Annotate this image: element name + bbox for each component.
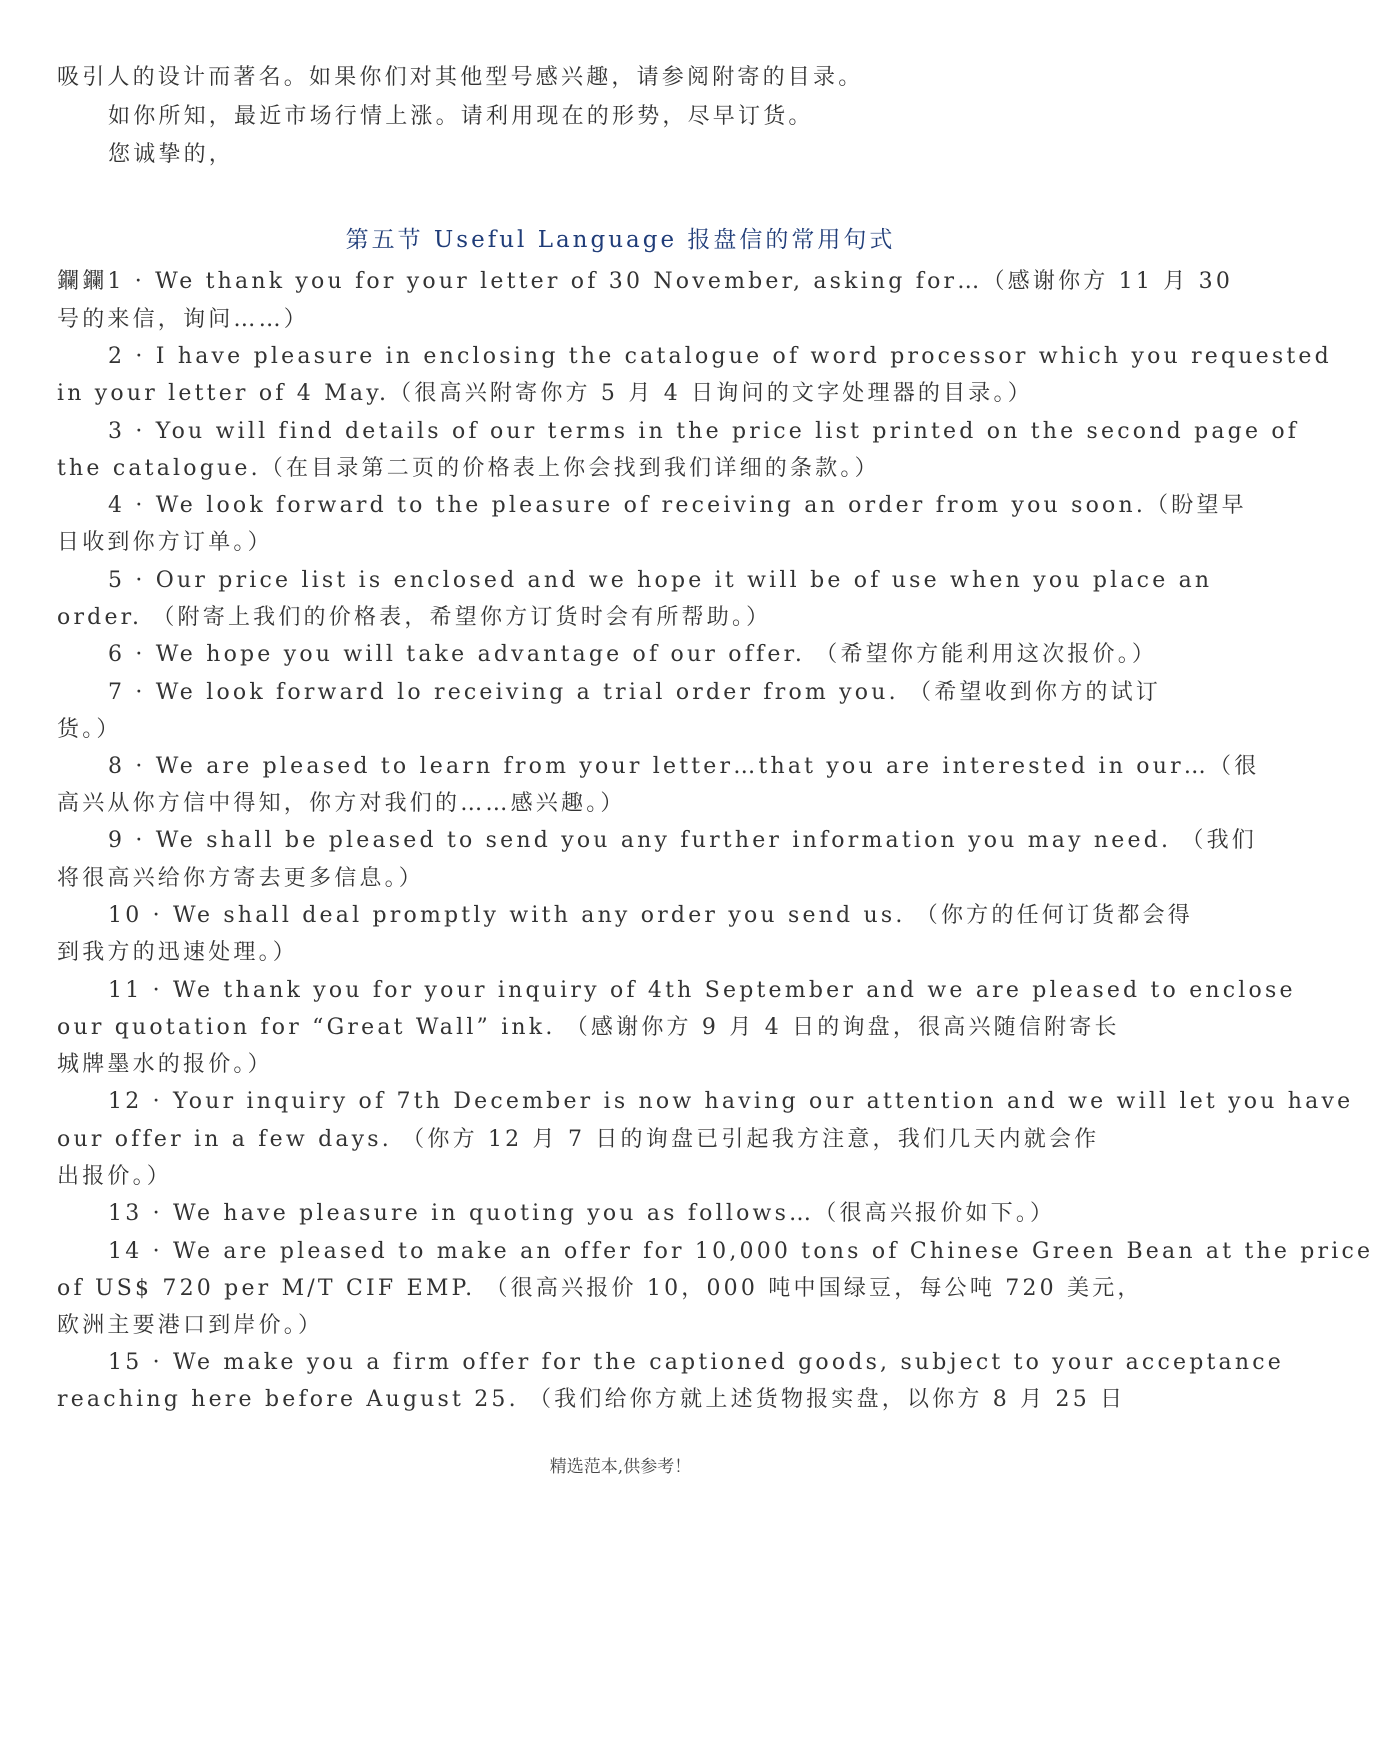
sentence-item: 13 · We have pleasure in quoting you as follows…（很高兴报价如下。） (108, 1201, 1056, 1226)
sentence-item-continued: of US$ 720 per M/T CIF EMP. （很高兴报价 10，000 吨中国绿豆，每公吨 720 美元， (57, 1276, 1143, 1301)
page-footer: 精选范本,供参考！ (549, 1457, 692, 1477)
section-heading: 第五节 Useful Language 报盘信的常用句式 (345, 227, 896, 253)
sentence-item: 8 · We are pleased to learn from your letter…that you are interested in our…（很 (108, 754, 1260, 779)
paragraph-line: 吸引人的设计而著名。如果你们对其他型号感兴趣，请参阅附寄的目录。 (57, 65, 864, 90)
sentence-item-continued: order. （附寄上我们的价格表，希望你方订货时会有所帮助。） (57, 605, 772, 630)
sentence-item-continued: 将很高兴给你方寄去更多信息。） (57, 866, 425, 891)
sentence-item-continued: our offer in a few days. （你方 12 月 7 日的询盘已引起我方注意，我们几天内就会作 (57, 1127, 1100, 1152)
sentence-item: 3 · You will find details of our terms in the price list printed on the second page of (108, 419, 1300, 444)
sentence-item-continued: the catalogue.（在目录第二页的价格表上你会找到我们详细的条款。） (57, 456, 880, 481)
closing-salutation: 您诚挚的， (108, 142, 235, 167)
sentence-item: 2 · I have pleasure in enclosing the catalogue of word processor which you requested (108, 344, 1332, 369)
sentence-item-continued: in your letter of 4 May.（很高兴附寄你方 5 月 4 日询问的文字处理器的目录。） (57, 381, 1033, 406)
sentence-item-continued: 货。） (57, 717, 122, 742)
sentence-item-continued: 到我方的迅速处理。） (57, 940, 299, 965)
sentence-item-continued: 欧洲主要港口到岸价。） (57, 1313, 324, 1338)
sentence-item-continued: 日收到你方订单。） (57, 530, 273, 555)
sentence-item: 6 · We hope you will take advantage of our offer. （希望你方能利用这次报价。） (108, 642, 1158, 667)
sentence-item: 14 · We are pleased to make an offer for 10,000 tons of Chinese Green Bean at the price (108, 1239, 1373, 1264)
paragraph-line: 如你所知，最近市场行情上涨。请利用现在的形势，尽早订货。 (108, 104, 814, 129)
sentence-item: 4 · We look forward to the pleasure of receiving an order from you soon.（盼望早 (108, 493, 1247, 518)
sentence-item-continued: 出报价。） (57, 1164, 173, 1189)
sentence-item: 12 · Your inquiry of 7th December is now having our attention and we will let you have (108, 1089, 1354, 1114)
sentence-item: 11 · We thank you for your inquiry of 4th September and we are pleased to enclose (108, 978, 1296, 1003)
sentence-item: 10 · We shall deal promptly with any order you send us. （你方的任何订货都会得 (108, 903, 1193, 928)
sentence-item-continued: our quotation for “Great Wall” ink. （感谢你方 9 月 4 日的询盘，很高兴随信附寄长 (57, 1015, 1120, 1040)
sentence-item-continued: reaching here before August 25. （我们给你方就上述货物报实盘，以你方 8 月 25 日 (57, 1387, 1126, 1412)
sentence-item: 7 · We look forward lo receiving a trial order from you. （希望收到你方的试订 (108, 680, 1162, 705)
sentence-item: 9 · We shall be pleased to send you any further information you may need. （我们 (108, 828, 1258, 853)
sentence-item: 15 · We make you a firm offer for the captioned goods, subject to your acceptance (108, 1350, 1284, 1375)
sentence-item-continued: 号的来信，询问……） (57, 307, 310, 332)
sentence-item: 5 · Our price list is enclosed and we hope it will be of use when you place an (108, 568, 1213, 593)
sentence-item-continued: 高兴从你方信中得知，你方对我们的……感兴趣。） (57, 791, 626, 816)
sentence-item: 鑭鑭1 · We thank you for your letter of 30 November, asking for…（感谢你方 11 月 30 (57, 269, 1234, 294)
sentence-item-continued: 城牌墨水的报价。） (57, 1052, 273, 1077)
